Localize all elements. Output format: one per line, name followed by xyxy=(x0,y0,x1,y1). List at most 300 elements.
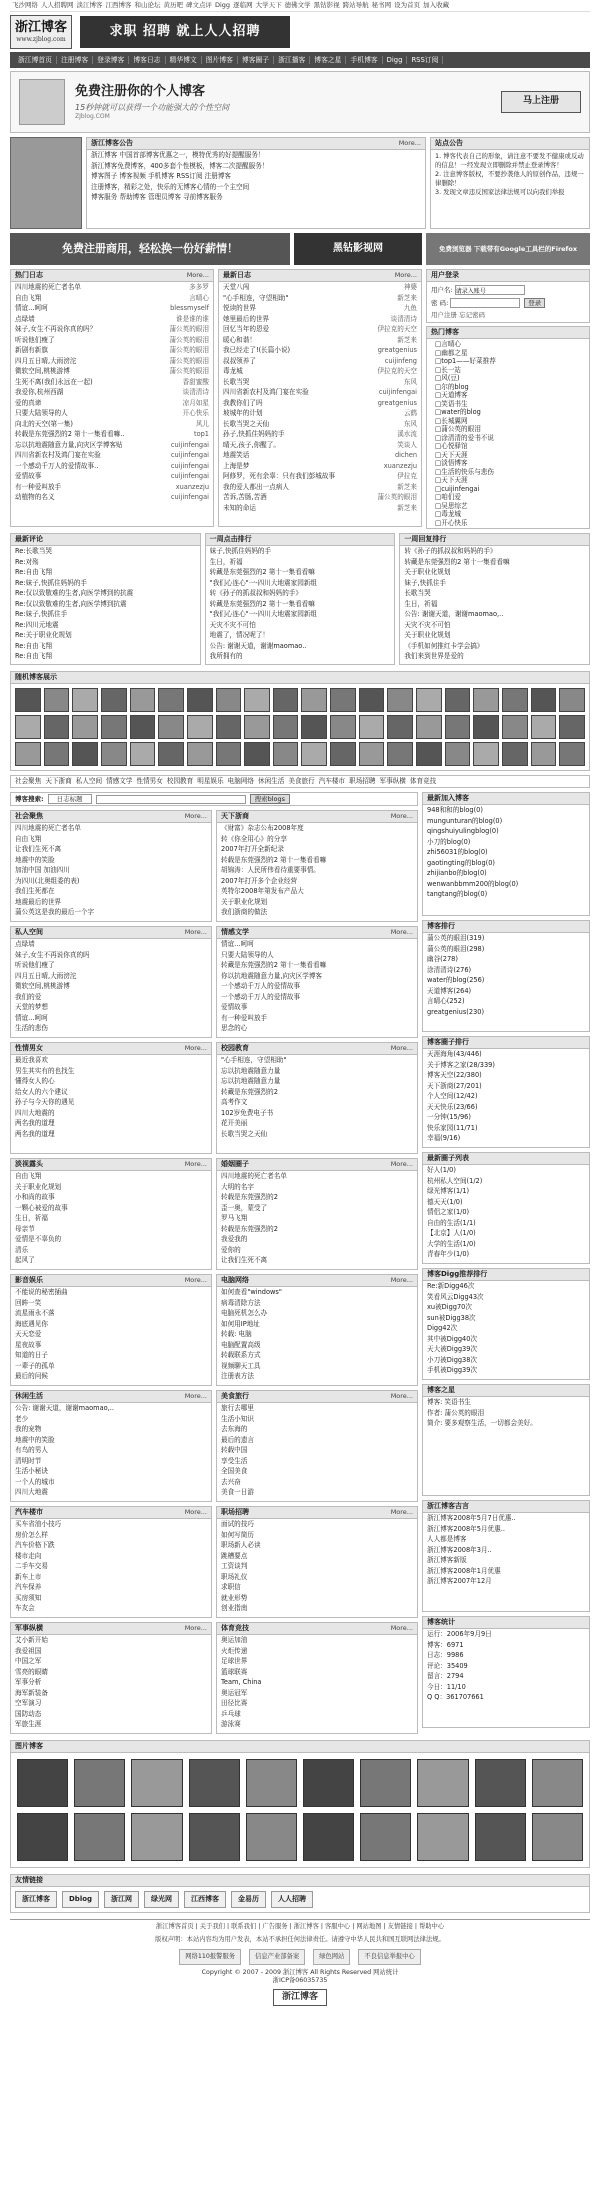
section-more[interactable]: More... xyxy=(184,1276,207,1285)
new-blog-item-author[interactable]: 云鹤 xyxy=(403,409,417,418)
nav-item[interactable]: 手机博客 xyxy=(346,56,382,64)
random-blog-avatar[interactable] xyxy=(44,742,70,766)
section-item[interactable] xyxy=(11,1646,211,1657)
side-box-item[interactable] xyxy=(423,837,589,848)
friend-link[interactable]: 绿光网 xyxy=(144,1891,179,1908)
side-box-item[interactable] xyxy=(423,889,589,900)
register-button[interactable]: 马上注册 xyxy=(501,91,581,113)
section-item[interactable] xyxy=(11,1213,211,1224)
section-item[interactable] xyxy=(217,1171,417,1182)
section-item[interactable] xyxy=(11,981,211,992)
photo-blog-thumb[interactable] xyxy=(532,1759,583,1807)
section-item[interactable] xyxy=(11,823,211,834)
ranking-item[interactable] xyxy=(206,641,395,652)
side-box-item[interactable] xyxy=(423,1418,589,1429)
top-link[interactable]: 黑钻影视 xyxy=(313,1,340,10)
search-button[interactable]: 搜索blogs xyxy=(250,794,290,804)
hot-blog-item[interactable] xyxy=(11,293,213,304)
ranking-item[interactable] xyxy=(206,630,395,641)
random-blog-avatar[interactable] xyxy=(473,715,499,739)
random-blog-avatar[interactable] xyxy=(273,688,299,712)
hot-tag-item[interactable] xyxy=(431,374,585,383)
category-link[interactable]: 私人空间 xyxy=(75,777,103,786)
new-blog-item-author[interactable]: greatgenius xyxy=(377,346,417,355)
section-more[interactable]: More... xyxy=(184,1392,207,1401)
category-link[interactable]: 社会聚焦 xyxy=(15,777,42,786)
category-link[interactable]: 职场招聘 xyxy=(349,777,376,786)
new-blog-item-author[interactable]: 新芝来 xyxy=(397,503,417,512)
random-blog-avatar[interactable] xyxy=(416,715,442,739)
random-blog-avatar[interactable] xyxy=(216,688,242,712)
random-blog-avatar[interactable] xyxy=(445,742,471,766)
section-item[interactable] xyxy=(11,1002,211,1013)
hot-blog-item[interactable] xyxy=(11,356,213,367)
section-more[interactable]: More... xyxy=(390,1392,413,1401)
random-blog-avatar[interactable] xyxy=(44,688,70,712)
section-more[interactable]: More... xyxy=(390,1276,413,1285)
section-item[interactable] xyxy=(11,886,211,897)
random-blog-avatar[interactable] xyxy=(44,715,70,739)
section-item[interactable] xyxy=(217,950,417,961)
new-blog-item[interactable] xyxy=(219,492,421,503)
hot-blog-item-author[interactable]: 蒲公英的眼泪 xyxy=(169,367,209,376)
random-blog-avatar[interactable] xyxy=(531,742,557,766)
section-more[interactable]: More... xyxy=(184,928,207,937)
hot-tag-item[interactable] xyxy=(431,493,585,502)
top-link[interactable]: 逐临网 xyxy=(233,1,253,10)
friend-link[interactable]: 人人招聘 xyxy=(271,1891,313,1908)
random-blog-avatar[interactable] xyxy=(273,742,299,766)
side-box-item[interactable] xyxy=(423,1070,589,1081)
section-item[interactable] xyxy=(11,1572,211,1583)
side-box-item[interactable] xyxy=(423,1102,589,1113)
section-item[interactable] xyxy=(217,834,417,845)
side-box-item[interactable] xyxy=(423,1323,589,1334)
friend-link[interactable]: Dblog xyxy=(62,1891,99,1908)
ad-banner-firefox[interactable]: 免费浏览器 下载带有Google工具栏的Firefox xyxy=(426,233,590,265)
section-item[interactable] xyxy=(217,1445,417,1456)
random-blog-avatar[interactable] xyxy=(559,688,585,712)
hot-blog-item-author[interactable]: cuijinfengai xyxy=(170,472,209,481)
side-box-item[interactable] xyxy=(423,954,589,965)
section-item[interactable] xyxy=(11,1698,211,1709)
section-item[interactable] xyxy=(217,1424,417,1435)
section-item[interactable] xyxy=(11,1593,211,1604)
side-box-item[interactable] xyxy=(423,1292,589,1303)
ranking-item[interactable] xyxy=(206,609,395,620)
section-item[interactable] xyxy=(11,897,211,908)
random-blog-avatar[interactable] xyxy=(502,742,528,766)
section-item[interactable] xyxy=(11,1424,211,1435)
section-item[interactable] xyxy=(217,1234,417,1245)
hot-blog-item[interactable] xyxy=(11,282,213,293)
ranking-item[interactable] xyxy=(11,557,200,568)
section-more[interactable]: More... xyxy=(184,1624,207,1633)
ranking-item[interactable] xyxy=(206,578,395,589)
side-box-item[interactable] xyxy=(423,1239,589,1250)
top-link[interactable]: 大学天下 xyxy=(255,1,282,10)
hot-tag-item[interactable] xyxy=(431,510,585,519)
section-item[interactable] xyxy=(217,1551,417,1562)
section-item[interactable] xyxy=(217,1540,417,1551)
section-item[interactable] xyxy=(217,1203,417,1214)
section-item[interactable] xyxy=(217,992,417,1003)
section-item[interactable] xyxy=(217,1255,417,1266)
ranking-item[interactable] xyxy=(400,609,589,620)
section-item[interactable] xyxy=(11,1097,211,1108)
random-blog-avatar[interactable] xyxy=(130,742,156,766)
hot-blog-item[interactable] xyxy=(11,335,213,346)
section-item[interactable] xyxy=(217,1287,417,1298)
hot-blog-item-author[interactable]: cuijinfengai xyxy=(170,440,209,449)
ranking-item[interactable] xyxy=(11,651,200,662)
section-item[interactable] xyxy=(217,1646,417,1657)
side-box-item[interactable] xyxy=(423,1313,589,1324)
side-box-item[interactable] xyxy=(423,1576,589,1587)
hot-blog-item-author[interactable]: cuijinfengai xyxy=(170,461,209,470)
new-blog-item[interactable] xyxy=(219,450,421,461)
footer-icp[interactable]: 浙ICP备06035735 xyxy=(272,1977,328,1985)
random-blog-avatar[interactable] xyxy=(158,715,184,739)
hot-blog-item[interactable] xyxy=(11,314,213,325)
section-item[interactable] xyxy=(11,1118,211,1129)
side-box-item[interactable] xyxy=(423,996,589,1007)
hot-blog-item-author[interactable]: blessmyself xyxy=(170,304,209,313)
side-box-item[interactable] xyxy=(423,1365,589,1376)
section-item[interactable] xyxy=(217,1361,417,1372)
hot-blog-item-author[interactable]: top1 xyxy=(193,430,209,439)
section-item[interactable] xyxy=(11,1371,211,1382)
ranking-item[interactable] xyxy=(11,567,200,578)
hot-blog-item-author[interactable]: 谁是谁的谁 xyxy=(176,314,209,323)
top-link[interactable]: 跨站导航 xyxy=(342,1,369,10)
new-blog-item[interactable] xyxy=(219,461,421,472)
ranking-item[interactable] xyxy=(400,651,589,662)
ranking-item[interactable] xyxy=(11,630,200,641)
side-box-item[interactable] xyxy=(423,1165,589,1176)
section-item[interactable] xyxy=(11,1530,211,1541)
password-input[interactable] xyxy=(450,298,520,308)
side-box-item[interactable] xyxy=(423,1408,589,1419)
section-item[interactable] xyxy=(217,1023,417,1034)
random-blog-avatar[interactable] xyxy=(187,688,213,712)
section-item[interactable] xyxy=(11,1582,211,1593)
hot-tag-item[interactable] xyxy=(431,383,585,392)
hot-tag-item[interactable] xyxy=(431,357,585,366)
top-link[interactable]: 德佛文学 xyxy=(284,1,311,10)
photo-blog-thumb[interactable] xyxy=(131,1813,182,1861)
section-item[interactable] xyxy=(217,1371,417,1382)
side-box-item[interactable] xyxy=(423,1692,589,1703)
random-blog-avatar[interactable] xyxy=(473,742,499,766)
top-link[interactable]: 淡江博客 xyxy=(76,1,103,10)
new-blog-item-author[interactable]: 笑谈人 xyxy=(397,440,417,449)
footer-badge[interactable]: 网络110报警服务 xyxy=(179,1949,241,1965)
random-blog-avatar[interactable] xyxy=(330,715,356,739)
nav-item[interactable]: Digg xyxy=(383,56,408,64)
hot-blog-item[interactable] xyxy=(11,440,213,451)
new-blog-item-author[interactable]: 东风 xyxy=(403,377,417,386)
footer-badge[interactable]: 不良信息举报中心 xyxy=(358,1949,420,1965)
section-item[interactable] xyxy=(11,1066,211,1077)
photo-blog-thumb[interactable] xyxy=(74,1813,125,1861)
section-item[interactable] xyxy=(217,1561,417,1572)
section-item[interactable] xyxy=(217,1435,417,1446)
new-blogs-more[interactable]: More... xyxy=(394,271,417,280)
section-item[interactable] xyxy=(11,1087,211,1098)
random-blog-avatar[interactable] xyxy=(101,715,127,739)
nav-item[interactable]: 浙江播客 xyxy=(274,56,310,64)
section-item[interactable] xyxy=(11,939,211,950)
section-item[interactable] xyxy=(11,1709,211,1720)
section-more[interactable]: More... xyxy=(184,1160,207,1169)
random-blog-avatar[interactable] xyxy=(301,742,327,766)
side-box-item[interactable] xyxy=(423,1228,589,1239)
top-link[interactable]: 加入收藏 xyxy=(423,1,450,10)
ranking-item[interactable] xyxy=(206,620,395,631)
section-item[interactable] xyxy=(217,1635,417,1646)
random-blog-avatar[interactable] xyxy=(301,688,327,712)
hot-blog-item-author[interactable]: 蒲公英的眼泪 xyxy=(169,325,209,334)
section-item[interactable] xyxy=(217,1108,417,1119)
hot-blog-item[interactable] xyxy=(11,398,213,409)
random-blog-avatar[interactable] xyxy=(387,688,413,712)
category-link[interactable]: 美食旅行 xyxy=(288,777,315,786)
notice-item[interactable] xyxy=(87,171,425,182)
new-blog-item[interactable] xyxy=(219,345,421,356)
random-blog-avatar[interactable] xyxy=(359,688,385,712)
hot-blog-item[interactable] xyxy=(11,377,213,388)
side-box-item[interactable] xyxy=(423,1545,589,1556)
side-box-item[interactable] xyxy=(423,805,589,816)
ranking-item[interactable] xyxy=(11,599,200,610)
hot-blog-item-author[interactable]: 香甜蜜酸 xyxy=(182,377,209,386)
random-blog-avatar[interactable] xyxy=(531,688,557,712)
side-box-item[interactable] xyxy=(423,858,589,869)
section-item[interactable] xyxy=(217,1087,417,1098)
hot-blog-item-author[interactable]: 多多罗 xyxy=(189,283,209,292)
side-box-item[interactable] xyxy=(423,847,589,858)
section-item[interactable] xyxy=(217,1350,417,1361)
side-box-item[interactable] xyxy=(423,1355,589,1366)
side-box-item[interactable] xyxy=(423,1524,589,1535)
section-item[interactable] xyxy=(11,1255,211,1266)
friend-link[interactable]: 金易历 xyxy=(231,1891,266,1908)
section-more[interactable]: More... xyxy=(390,1044,413,1053)
photo-blog-thumb[interactable] xyxy=(360,1813,411,1861)
hot-blog-item[interactable] xyxy=(11,366,213,377)
side-box-item[interactable] xyxy=(423,986,589,997)
username-input[interactable] xyxy=(455,285,525,295)
random-blog-avatar[interactable] xyxy=(15,715,41,739)
new-blog-item-author[interactable]: 谈清清诗 xyxy=(390,314,417,323)
category-link[interactable]: 军事纵横 xyxy=(379,777,406,786)
section-item[interactable] xyxy=(11,1487,211,1498)
new-blog-item[interactable] xyxy=(219,419,421,430)
nav-item[interactable]: 博客之星 xyxy=(310,56,346,64)
section-item[interactable] xyxy=(11,1361,211,1372)
hot-tag-item[interactable] xyxy=(431,391,585,400)
section-item[interactable] xyxy=(11,1688,211,1699)
photo-blog-thumb[interactable] xyxy=(74,1759,125,1807)
hot-blog-item-author[interactable]: cuijinfengai xyxy=(170,451,209,460)
side-box-item[interactable] xyxy=(423,1302,589,1313)
side-box-item[interactable] xyxy=(423,933,589,944)
new-blog-item-author[interactable]: 溪水流 xyxy=(397,430,417,439)
photo-blog-thumb[interactable] xyxy=(17,1759,68,1807)
section-item[interactable] xyxy=(11,876,211,887)
side-box-item[interactable] xyxy=(423,1534,589,1545)
ranking-item[interactable] xyxy=(11,588,200,599)
hot-blog-item-author[interactable]: xuanzezju xyxy=(175,482,209,491)
section-item[interactable] xyxy=(11,1234,211,1245)
random-blog-avatar[interactable] xyxy=(416,742,442,766)
section-item[interactable] xyxy=(11,1298,211,1309)
section-item[interactable] xyxy=(217,1603,417,1614)
section-item[interactable] xyxy=(217,1477,417,1488)
new-blog-item-author[interactable]: 东风 xyxy=(403,419,417,428)
section-item[interactable] xyxy=(217,907,417,918)
ad-banner-video[interactable]: 黑钻影视网 xyxy=(294,233,422,265)
section-item[interactable] xyxy=(11,1403,211,1414)
side-box-item[interactable] xyxy=(423,1682,589,1693)
hot-blog-item-author[interactable]: 谈清清诗 xyxy=(182,388,209,397)
random-blog-avatar[interactable] xyxy=(502,715,528,739)
ranking-item[interactable] xyxy=(11,578,200,589)
hot-blog-item[interactable] xyxy=(11,461,213,472)
section-item[interactable] xyxy=(217,1403,417,1414)
friend-link[interactable]: 江西博客 xyxy=(184,1891,226,1908)
section-item[interactable] xyxy=(217,1698,417,1709)
section-item[interactable] xyxy=(217,855,417,866)
photo-blog-thumb[interactable] xyxy=(532,1813,583,1861)
section-item[interactable] xyxy=(217,1118,417,1129)
section-item[interactable] xyxy=(217,1456,417,1467)
section-more[interactable]: More... xyxy=(184,1044,207,1053)
section-item[interactable] xyxy=(11,1129,211,1140)
notice-item[interactable] xyxy=(87,161,425,172)
hot-blog-item[interactable] xyxy=(11,450,213,461)
ranking-item[interactable] xyxy=(206,567,395,578)
section-item[interactable] xyxy=(11,1635,211,1646)
side-box-item[interactable] xyxy=(423,1091,589,1102)
section-item[interactable] xyxy=(11,1519,211,1530)
section-item[interactable] xyxy=(11,844,211,855)
random-blog-avatar[interactable] xyxy=(72,742,98,766)
search-select[interactable]: 日志标题 xyxy=(48,794,92,804)
random-blog-avatar[interactable] xyxy=(216,742,242,766)
side-box-item[interactable] xyxy=(423,1281,589,1292)
new-blog-item-author[interactable]: 新芝来 xyxy=(397,293,417,302)
random-blog-avatar[interactable] xyxy=(387,715,413,739)
section-item[interactable] xyxy=(11,1013,211,1024)
random-blog-avatar[interactable] xyxy=(531,715,557,739)
new-blog-item-author[interactable]: 新芝来 xyxy=(397,482,417,491)
new-blog-item-author[interactable]: cuijinfengai xyxy=(378,388,417,397)
section-item[interactable] xyxy=(217,1340,417,1351)
side-box-item[interactable] xyxy=(423,1186,589,1197)
section-item[interactable] xyxy=(217,1667,417,1678)
top-link[interactable]: 碑文点评 xyxy=(186,1,212,10)
category-link[interactable]: 电脑网络 xyxy=(227,777,254,786)
section-item[interactable] xyxy=(11,1466,211,1477)
hot-blog-item-author[interactable]: 蒲公英的眼泪 xyxy=(169,335,209,344)
random-blog-avatar[interactable] xyxy=(359,742,385,766)
section-item[interactable] xyxy=(217,1572,417,1583)
new-blog-item[interactable] xyxy=(219,293,421,304)
random-blog-avatar[interactable] xyxy=(273,715,299,739)
side-box-item[interactable] xyxy=(423,1133,589,1144)
random-blog-avatar[interactable] xyxy=(330,688,356,712)
section-item[interactable] xyxy=(217,1709,417,1720)
hot-tag-item[interactable] xyxy=(431,340,585,349)
random-blog-avatar[interactable] xyxy=(445,688,471,712)
hot-tag-item[interactable] xyxy=(431,366,585,375)
hot-blog-item-author[interactable]: 开心快乐 xyxy=(182,409,209,418)
side-box-item[interactable] xyxy=(423,1344,589,1355)
section-more[interactable]: More... xyxy=(390,1160,413,1169)
side-box-item[interactable] xyxy=(423,1007,589,1018)
hot-tag-item[interactable] xyxy=(431,408,585,417)
hot-blog-item[interactable] xyxy=(11,345,213,356)
friend-link[interactable]: 浙江博客 xyxy=(15,1891,57,1908)
hot-tag-item[interactable] xyxy=(431,451,585,460)
random-blog-avatar[interactable] xyxy=(301,715,327,739)
new-blog-item[interactable] xyxy=(219,377,421,388)
random-blog-avatar[interactable] xyxy=(387,742,413,766)
section-item[interactable] xyxy=(11,1340,211,1351)
section-item[interactable] xyxy=(217,1677,417,1688)
photo-blog-thumb[interactable] xyxy=(475,1759,526,1807)
section-item[interactable] xyxy=(11,1108,211,1119)
section-item[interactable] xyxy=(11,992,211,1003)
random-blog-avatar[interactable] xyxy=(15,688,41,712)
photo-blog-thumb[interactable] xyxy=(189,1813,240,1861)
hot-tag-item[interactable] xyxy=(431,425,585,434)
new-blog-item-author[interactable]: greatgenius xyxy=(377,398,417,407)
side-box-item[interactable] xyxy=(423,1197,589,1208)
new-blog-item[interactable] xyxy=(219,408,421,419)
category-link[interactable]: 汽车楼市 xyxy=(318,777,346,786)
side-box-item[interactable] xyxy=(423,1176,589,1187)
random-blog-avatar[interactable] xyxy=(187,742,213,766)
random-blog-avatar[interactable] xyxy=(330,742,356,766)
side-box-item[interactable] xyxy=(423,1629,589,1640)
side-box-item[interactable] xyxy=(423,879,589,890)
side-box-item[interactable] xyxy=(423,975,589,986)
new-blog-item[interactable] xyxy=(219,314,421,325)
ranking-item[interactable] xyxy=(206,546,395,557)
section-item[interactable] xyxy=(11,1076,211,1087)
ranking-item[interactable] xyxy=(206,588,395,599)
friend-link[interactable]: 浙江网 xyxy=(104,1891,139,1908)
side-box-item[interactable] xyxy=(423,1081,589,1092)
section-item[interactable] xyxy=(11,1719,211,1730)
new-blog-item[interactable] xyxy=(219,429,421,440)
side-box-item[interactable] xyxy=(423,1513,589,1524)
section-item[interactable] xyxy=(11,1677,211,1688)
photo-blog-thumb[interactable] xyxy=(360,1759,411,1807)
random-blog-avatar[interactable] xyxy=(559,715,585,739)
section-item[interactable] xyxy=(217,971,417,982)
top-link[interactable]: 和山论坛 xyxy=(134,1,161,10)
nav-item[interactable]: 精华博文 xyxy=(166,56,202,64)
new-blog-item-author[interactable]: xuanzezju xyxy=(383,461,417,470)
section-item[interactable] xyxy=(217,939,417,950)
hot-blog-item-author[interactable]: 蒲公英的眼泪 xyxy=(169,346,209,355)
top-link[interactable]: Digg xyxy=(215,1,231,10)
section-item[interactable] xyxy=(11,1182,211,1193)
